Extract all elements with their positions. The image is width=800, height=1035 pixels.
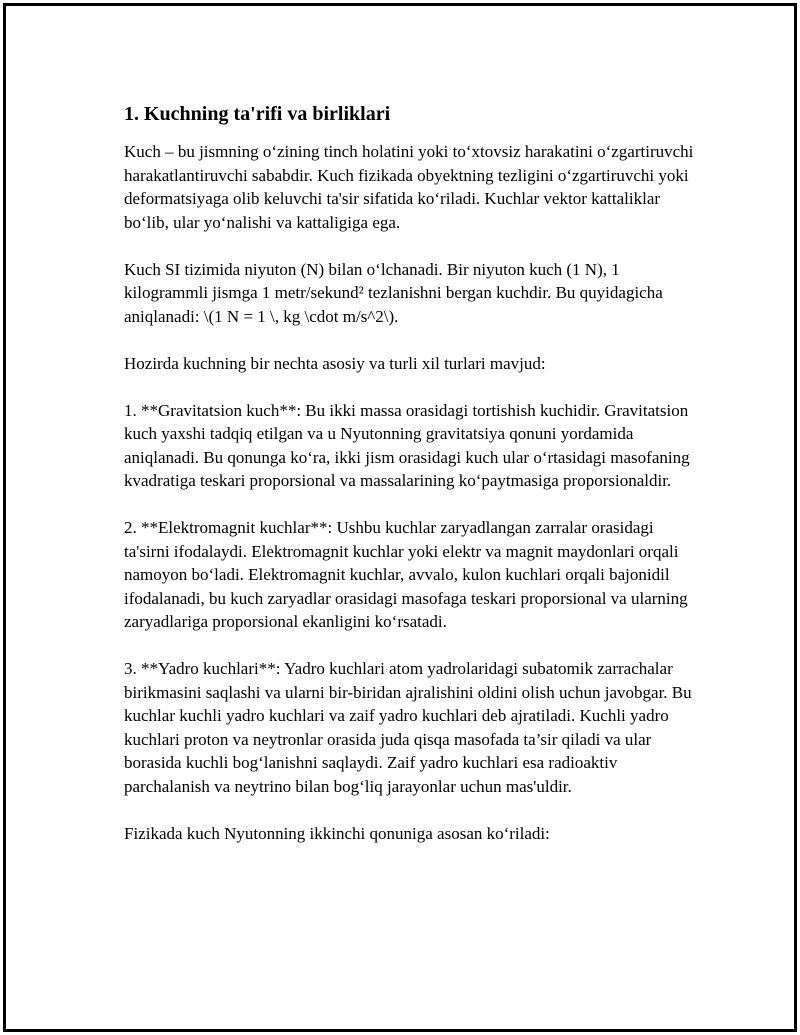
section-title: 1. Kuchning ta'rifi va birliklari: [124, 103, 391, 125]
paragraph-newton-second-law: Fizikada kuch Nyutonning ikkinchi qonuniga asosan ko‘riladi:: [124, 823, 550, 843]
paragraph-definition: Kuch – bu jismning o‘zining tinch holatini yoki to‘xtovsiz harakatini o‘zgartiruvchi harakatlantiruvchi sababdir. Kuch fizikada obyektning tezligini o‘zgartiruvchi yoki deformatsiyaga olib keluvchi ta'sir sifatida ko‘riladi. Kuchlar vektor kattaliklar bo‘lib, ular yo‘nalishi va kattaligiga ega.: [124, 142, 694, 232]
page-frame: [3, 3, 797, 1032]
paragraph-types-intro: Hozirda kuchning bir nechta asosiy va turli xil turlari mavjud:: [124, 353, 546, 373]
document-body: [124, 102, 694, 869]
paragraph-nuclear-force: 3. **Yadro kuchlari**: Yadro kuchlari atom yadrolaridagi subatomik zarrachalar birikmasini saqlashi va ularni bir-biridan ajralishini oldini olish uchun javobgar. Bu kuchlar kuchli yadro kuchlari va zaif yadro kuchlari deb ajratiladi. Kuchli yadro kuchlari proton va neytronlar orasida juda qisqa masofada ta’sir qiladi va ular borasida kuchli bog‘lanishni saqlaydi. Zaif yadro kuchlari esa radioaktiv parchalanish va neytrino bilan bog‘liq jarayonlar uchun mas'uldir.: [124, 659, 692, 796]
paragraph-electromagnetic-force: 2. **Elektromagnit kuchlar**: Ushbu kuchlar zaryadlangan zarralar orasidagi ta'sirni ifodalaydi. Elektromagnit kuchlar yoki elektr va magnit maydonlari orqali namoyon bo‘ladi. Elektromagnit kuchlar, avvalo, kulon kuchlari orqali bajonidil ifodalanadi, bu kuch zaryadlar orasidagi masofaga teskari proporsional va ularning zaryadlariga proporsional ekanligini ko‘rsatadi.: [124, 518, 688, 631]
paragraph-gravitational-force: 1. **Gravitatsion kuch**: Bu ikki massa orasidagi tortishish kuchidir. Gravitatsion kuch yaxshi tadqiq etilgan va u Nyutonning gravitatsiya qonuni yordamida aniqlanadi. Bu qonunga ko‘ra, ikki jism orasidagi kuch ular o‘rtasidagi masofaning kvadratiga teskari proporsional va massalarining ko‘paytmasiga proporsionaldir.: [124, 400, 690, 490]
paragraph-si-unit: Kuch SI tizimida niyuton (N) bilan o‘lchanadi. Bir niyuton kuch (1 N), 1 kilogrammli jismga 1 metr/sekund² tezlanishni bergan kuchdir. Bu quyidagicha aniqlanadi: \(1 N = 1 \, kg \cdot m/s^2\).: [124, 259, 663, 326]
